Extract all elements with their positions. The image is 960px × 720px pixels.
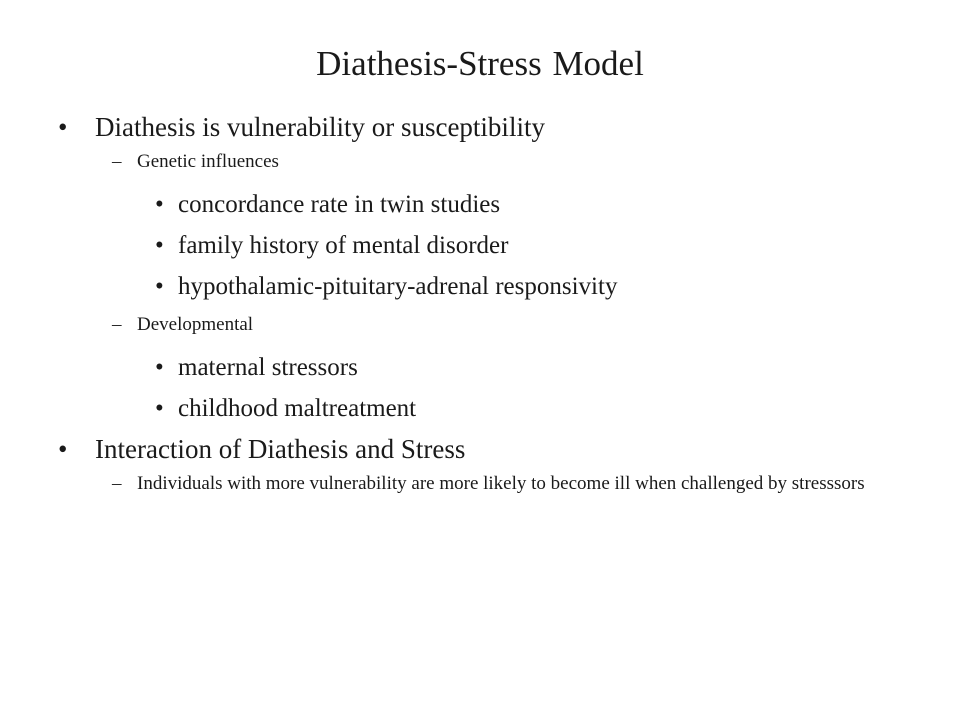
sub-item-text: Developmental bbox=[137, 314, 254, 335]
slide-title: Diathesis-Stress Model bbox=[316, 44, 644, 83]
sub-item-developmental bbox=[112, 313, 254, 337]
bullet-marker: • bbox=[58, 112, 68, 142]
list-item bbox=[155, 189, 501, 221]
bullet-text: Diathesis is vulnerability or susceptibility bbox=[95, 112, 545, 142]
dash-marker: – bbox=[112, 151, 122, 172]
bullet-marker: • bbox=[155, 232, 164, 259]
dash-marker: – bbox=[112, 314, 122, 335]
sub-item-genetic bbox=[112, 150, 279, 174]
list-item-text: hypothalamic-pituitary-adrenal responsivity bbox=[178, 273, 618, 300]
list-item bbox=[155, 352, 358, 384]
list-item-text: family history of mental disorder bbox=[178, 232, 509, 259]
list-item-text: concordance rate in twin studies bbox=[178, 191, 501, 218]
bullet-marker: • bbox=[58, 434, 68, 464]
bullet-item-interaction bbox=[58, 432, 466, 466]
sub-item-text: Genetic influences bbox=[137, 151, 279, 172]
list-item bbox=[155, 230, 509, 262]
dash-marker: – bbox=[112, 473, 122, 494]
sub-item-text: Individuals with more vulnerability are more likely to become ill when challenged by stresssors bbox=[137, 473, 865, 494]
bullet-item-diathesis bbox=[58, 110, 545, 144]
list-item-text: childhood maltreatment bbox=[178, 395, 417, 422]
bullet-marker: • bbox=[155, 273, 164, 300]
sub-item-individuals bbox=[112, 472, 937, 496]
list-item-text: maternal stressors bbox=[178, 354, 358, 381]
bullet-marker: • bbox=[155, 191, 164, 218]
list-item bbox=[155, 393, 417, 425]
list-item bbox=[155, 271, 618, 303]
bullet-marker: • bbox=[155, 354, 164, 381]
bullet-marker: • bbox=[155, 395, 164, 422]
bullet-text: Interaction of Diathesis and Stress bbox=[95, 434, 466, 464]
